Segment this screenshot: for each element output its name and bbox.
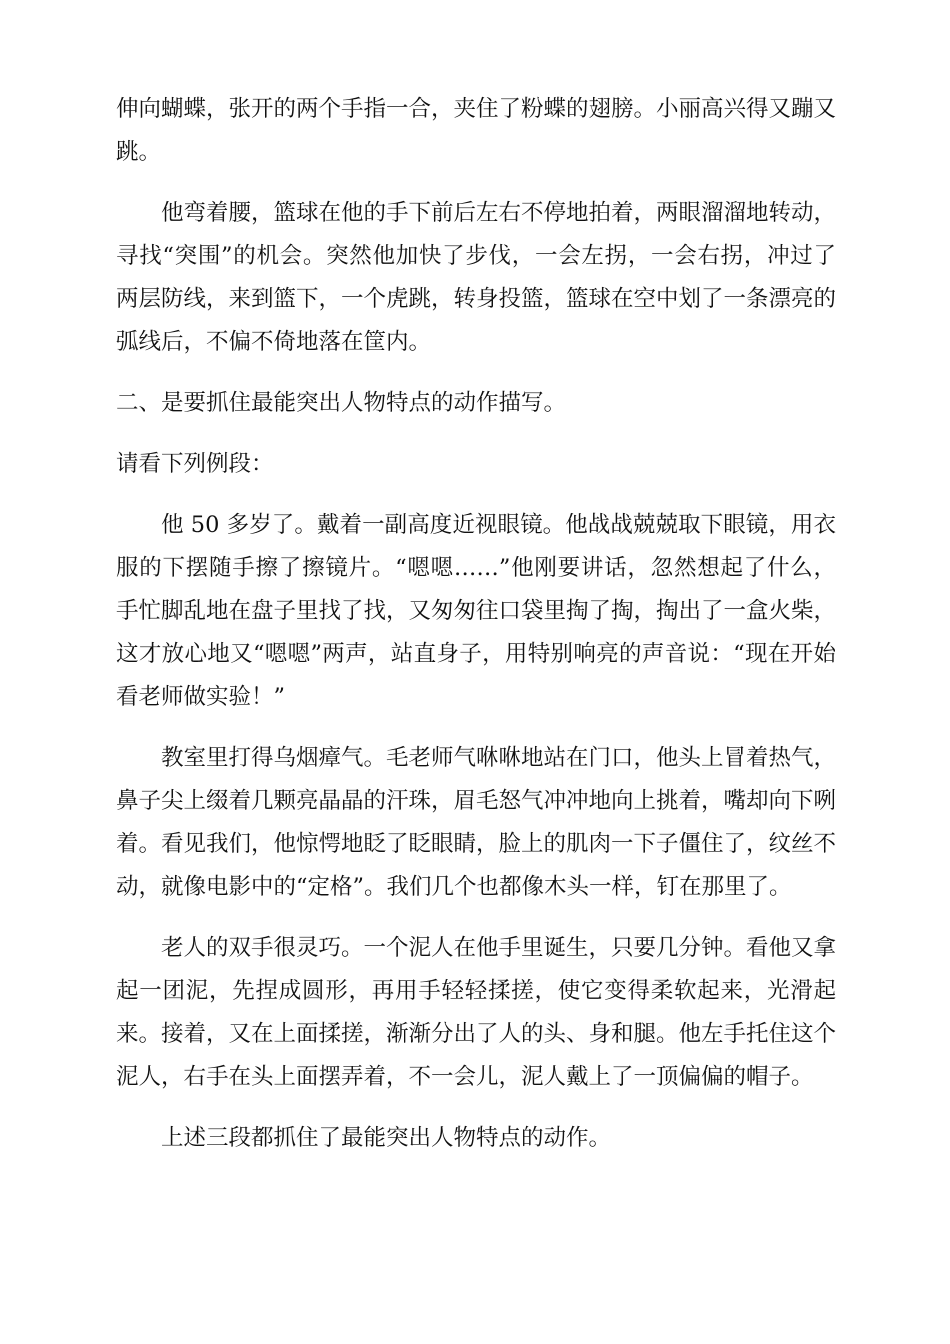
paragraph-basketball: 他弯着腰，篮球在他的手下前后左右不停地拍着，两眼溜溜地转动，寻找“突围”的机会。突然他加快了步伐，一会左拐，一会右拐，冲过了两层防线，来到篮下，一个虎跳，转身投篮，篮球在空中划了一条漂亮的弧线后，不偏不倚地落在筐内。 bbox=[116, 200, 837, 355]
paragraph-teacher-experiment: 他 50 多岁了。戴着一副高度近视眼镜。他战战兢兢取下眼镜，用衣服的下摆随手擦了擦镜片。“嗯嗯……”他刚要讲话，忽然想起了什么，手忙脚乱地在盘子里找了找，又匆匆往口袋里掏了掏，掏出了一盒火柴，这才放心地又“嗯嗯”两声，站直身子，用特别响亮的声音说：“现在开始看老师做实验！” bbox=[116, 512, 837, 710]
paragraph-classroom: 教室里打得乌烟瘴气。毛老师气咻咻地站在门口，他头上冒着热气，鼻子尖上缀着几颗亮晶晶的汗珠，眉毛怒气冲冲地向上挑着，嘴却向下咧着。看见我们，他惊愕地眨了眨眼睛，脸上的肌肉一下子僵住了，纹丝不动，就像电影中的“定格”。我们几个也都像木头一样，钉在那里了。 bbox=[116, 745, 837, 900]
paragraph-continuation: 伸向蝴蝶，张开的两个手指一合，夹住了粉蝶的翅膀。小丽高兴得又蹦又跳。 bbox=[116, 96, 837, 165]
section-heading: 二、是要抓住最能突出人物特点的动作描写。 bbox=[116, 390, 567, 416]
paragraph-clay-figure: 老人的双手很灵巧。一个泥人在他手里诞生，只要几分钟。看他又拿起一团泥，先捏成圆形，再用手轻轻揉搓，使它变得柔软起来，光滑起来。接着，又在上面揉搓，渐渐分出了人的头、身和腿。他左手托住这个泥人，右手在头上面摆弄着，不一会儿，泥人戴上了一顶偏偏的帽子。 bbox=[116, 935, 837, 1090]
paragraph-summary: 上述三段都抓住了最能突出人物特点的动作。 bbox=[161, 1125, 612, 1151]
document-body bbox=[116, 88, 836, 1178]
example-intro: 请看下列例段： bbox=[116, 451, 274, 477]
